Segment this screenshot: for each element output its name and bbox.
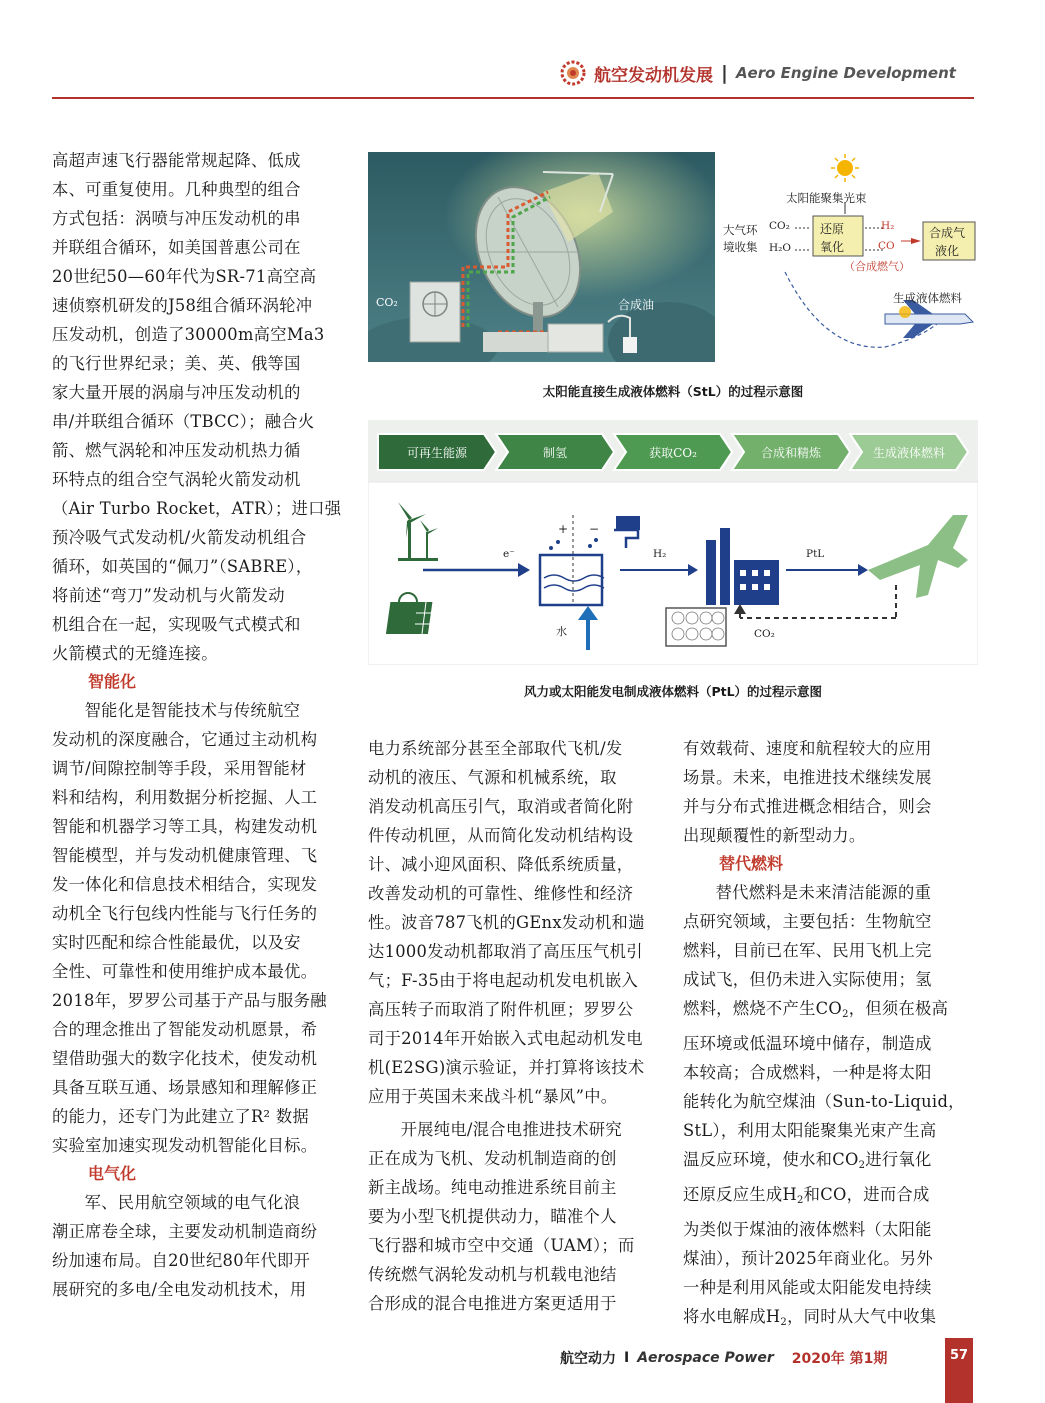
text-line: 替代燃料是未来清洁能源的重	[715, 883, 932, 902]
right-column	[683, 734, 978, 1337]
text-line: 件传动机匣，从而简化发动机结构设	[368, 826, 634, 845]
text-line: 飞行器和城市空中交通（UAM）；而	[368, 1236, 635, 1255]
text-line: 压环境或低温环境中储存，制造成	[683, 1034, 932, 1053]
paragraph-intelligent	[52, 696, 347, 1160]
liquid-fuel-output-label: 生成液体燃料	[893, 291, 962, 305]
text-line: 为类似于煤油的液体燃料（太阳能	[683, 1220, 932, 1239]
journal-logo-icon	[560, 60, 586, 86]
input-h2o-label: H₂O	[769, 242, 791, 254]
text-line: 新主战场。纯电动推进系统目前主	[368, 1178, 617, 1197]
text-line: 实验室加速实现发动机智能化目标。	[52, 1136, 318, 1155]
text-line: 有效载荷、速度和航程较大的应用	[683, 739, 932, 758]
text-line: 具备互联互通、场景感知和理解修正	[52, 1078, 318, 1097]
text-line: 机(E2SG)演示验证，并打算将该技术	[368, 1058, 645, 1077]
text-line: 发动机的深度融合，它通过主动机构	[52, 730, 318, 749]
text-line: 展研究的多电/全电发动机技术，用	[52, 1280, 307, 1299]
paragraph-alternative-fuel	[683, 878, 978, 1337]
running-footer	[560, 1346, 887, 1370]
page-number: 57	[945, 1338, 973, 1403]
text-line: 一种是利用风能或太阳能发电持续	[683, 1278, 932, 1297]
figure-stl-caption: 太阳能直接生成液体燃料（StL）的过程示意图	[542, 384, 804, 399]
text-line: 智能化是智能技术与传统航空	[84, 701, 301, 720]
anode-plus-label: +	[558, 522, 569, 536]
process-step-label: 合成和精炼	[760, 446, 821, 460]
water-label: 水	[556, 625, 567, 638]
text-line: 环特点的组合空气涡轮火箭发动机	[52, 470, 301, 489]
text-line: 正在成为飞机、发动机制造商的创	[368, 1149, 617, 1168]
text-line: 实时匹配和综合性能最优，以及安	[52, 933, 301, 952]
text-line: 的能力，还专门为此建立了R² 数据	[52, 1107, 309, 1126]
text-line: 并联组合循环，如美国普惠公司在	[52, 238, 301, 257]
text-line: 消发动机高压引气，取消或者简化附	[368, 797, 634, 816]
footer-journal-title-cn: 航空动力	[560, 1351, 616, 1367]
output-h2-label: H₂	[881, 220, 895, 232]
air-collection-label-line2: 境收集	[723, 240, 758, 254]
paragraph-electric-future	[683, 734, 978, 850]
electron-label: e⁻	[503, 548, 515, 560]
text-line: 出现颠覆性的新型动力。	[683, 826, 866, 845]
text-line: 本较高；合成燃料，一种是将太阳	[683, 1063, 932, 1082]
text-line: 火箭模式的无缝连接。	[52, 644, 218, 663]
process-steps	[368, 420, 978, 482]
photo-synthetic-oil-label: 合成油	[618, 298, 655, 312]
header-rule	[52, 97, 974, 99]
text-line: 燃料，目前已在军、民用飞机上完	[683, 941, 932, 960]
text-line: 全性、可靠性和使用维护成本最优。	[52, 962, 318, 981]
text-line: 场景。未来，电推进技术继续发展	[683, 768, 932, 787]
liquefy-label-line2: 液化	[935, 244, 960, 258]
text-line: 司于2014年开始嵌入式电起动机发电	[368, 1029, 643, 1048]
text-line: 发一体化和信息技术相结合，实现发	[52, 875, 318, 894]
text-line: 开展纯电/混合电推进技术研究	[400, 1120, 622, 1139]
beam-label: 太阳能聚集光束	[786, 191, 867, 205]
text-line: 预冷吸气式发动机/火箭发动机组合	[52, 528, 307, 547]
header-journal-title-en: Aero Engine Development	[735, 64, 956, 82]
output-co-label: CO	[878, 240, 895, 252]
text-line: 智能和机器学习等工具，构建发动机	[52, 817, 318, 836]
redox-label-line2: 氧化	[820, 240, 845, 254]
footer-issue: 2020年 第1期	[791, 1351, 888, 1367]
section-heading-intelligent: 智能化	[88, 672, 137, 691]
text-line: 煤油），预计2025年商业化。另外	[683, 1249, 934, 1268]
text-line: 箭、燃气涡轮和冲压发动机热力循	[52, 441, 301, 460]
text-line: 2018年，罗罗公司基于产品与服务融	[52, 991, 327, 1010]
co2-input-label: CO₂	[754, 628, 775, 640]
footer-journal-title-en: Aerospace Power	[637, 1350, 774, 1366]
paragraph-more-electric	[368, 734, 663, 1111]
redox-label-line1: 还原	[820, 222, 845, 236]
text-line: 料和结构，利用数据分析挖掘、人工	[52, 788, 318, 807]
text-line: 将水电解成$H_2$，同时从大气中收集	[683, 1307, 937, 1328]
text-line: 将前述“弯刀”发动机与火箭发动	[52, 586, 285, 605]
text-line: 高压转子而取消了附件机匣；罗罗公	[368, 1000, 634, 1019]
figure-stl	[368, 152, 978, 400]
carbon-capture-icon	[666, 608, 726, 646]
hydrogen-label: H₂	[653, 548, 667, 560]
text-line: 循环，如英国的“佩刀”（SABRE），	[52, 557, 313, 576]
text-line: 应用于英国未来战斗机“暴风”中。	[368, 1087, 618, 1106]
text-line: 动机的液压、气源和机械系统，取	[368, 768, 617, 787]
text-line: 电力系统部分甚至全部取代飞机/发	[368, 739, 623, 758]
text-line: 性。波音787飞机的GEnx发动机和遄	[368, 913, 645, 932]
middle-column	[368, 734, 663, 1318]
text-line: 机组合在一起，实现吸气式模式和	[52, 615, 301, 634]
section-heading-electric: 电气化	[88, 1164, 137, 1183]
text-line: 高超声速飞行器能常规起降、低成	[52, 151, 301, 170]
text-line: （Air Turbo Rocket，ATR）；进口强	[52, 499, 342, 518]
figure-ptl-caption: 风力或太阳能发电制成液体燃料（PtL）的过程示意图	[523, 684, 823, 699]
section-heading-alternative-fuel: 替代燃料	[719, 854, 784, 873]
text-line: 20世纪50—60年代为SR-71高空高	[52, 267, 317, 286]
text-line: 串/并联组合循环（TBCC）；融合火	[52, 412, 315, 431]
stl-photo	[368, 152, 715, 362]
running-header	[560, 58, 974, 88]
text-line: 军、民用航空领域的电气化浪	[84, 1193, 301, 1212]
air-collection-label-line1: 大气环	[723, 223, 758, 237]
figure-ptl	[368, 420, 978, 700]
process-step-label: 可再生能源	[406, 446, 467, 460]
paragraph-electric-propulsion	[368, 1115, 663, 1318]
process-step-label: 制氢	[542, 446, 567, 460]
text-line: 调节/间隙控制等手段，采用智能材	[52, 759, 307, 778]
process-step-label: 生成液体燃料	[872, 446, 945, 460]
text-line: 还原反应生成$H_2$和CO，进而合成	[683, 1185, 930, 1206]
cathode-minus-label: −	[589, 522, 600, 536]
text-line: 本、可重复使用。几种典型的组合	[52, 180, 301, 199]
footer-separator: I	[624, 1350, 630, 1366]
text-line: 纷加速布局。自20世纪80年代即开	[52, 1251, 311, 1270]
text-line: 要为小型飞机提供动力，瞄准个人	[368, 1207, 617, 1226]
text-line: 的飞行世界纪录；美、英、俄等国	[52, 354, 301, 373]
text-line: 达1000发动机都取消了高压压气机引	[368, 942, 643, 961]
paragraph-electric	[52, 1188, 347, 1304]
text-line: 方式包括：涡喷与冲压发动机的串	[52, 209, 301, 228]
text-line: 望借助强大的数字化技术，使发动机	[52, 1049, 318, 1068]
text-line: 燃料，燃烧不产生$CO_2$，但须在极高	[683, 999, 949, 1020]
process-step-label: 获取CO₂	[649, 446, 697, 460]
header-separator: |	[721, 62, 728, 84]
text-line: 潮正席卷全球，主要发动机制造商纷	[52, 1222, 318, 1241]
text-line: 智能模型，并与发动机健康管理、飞	[52, 846, 318, 865]
text-line: 点研究领域，主要包括：生物航空	[683, 912, 932, 931]
text-line: 成试飞，但仍未进入实际使用；氢	[683, 970, 932, 989]
text-line: 气；F-35由于将电起动机发电机嵌入	[368, 971, 639, 990]
text-line: 传统燃气涡轮发动机与机载电池结	[368, 1265, 617, 1284]
sun-icon	[831, 154, 859, 182]
text-line: 能转化为航空煤油（Sun-to-Liquid，	[683, 1092, 965, 1111]
text-line: StL），利用太阳能聚集光束产生高	[683, 1121, 937, 1140]
syngas-note: （合成燃气）	[844, 260, 910, 273]
text-line: 合形成的混合电推进方案更适用于	[368, 1294, 617, 1313]
paragraph-combined-cycle	[52, 146, 347, 668]
input-co2-label: CO₂	[769, 220, 790, 232]
ptl-label: PtL	[806, 548, 825, 560]
text-line: 速侦察机研发的J58组合循环涡轮冲	[52, 296, 313, 315]
text-line: 压发动机，创造了30000m高空Ma3	[52, 325, 325, 344]
header-journal-title-cn: 航空发动机发展	[594, 65, 713, 86]
text-line: 计、减小迎风面积、降低系统质量，	[368, 855, 634, 874]
liquefy-label-line1: 合成气	[929, 226, 966, 240]
left-column	[52, 146, 347, 1304]
text-line: 并与分布式推进概念相结合，则会	[683, 797, 932, 816]
photo-co2-label: CO₂	[376, 296, 398, 309]
text-line: 温反应环境，使水和$CO_2$进行氧化	[683, 1150, 932, 1171]
text-line: 家大量开展的涡扇与冲压发动机的	[52, 383, 301, 402]
text-line: 动机全飞行包线内性能与飞行任务的	[52, 904, 318, 923]
text-line: 合的理念推出了智能发动机愿景，希	[52, 1020, 318, 1039]
text-line: 改善发动机的可靠性、维修性和经济	[368, 884, 634, 903]
